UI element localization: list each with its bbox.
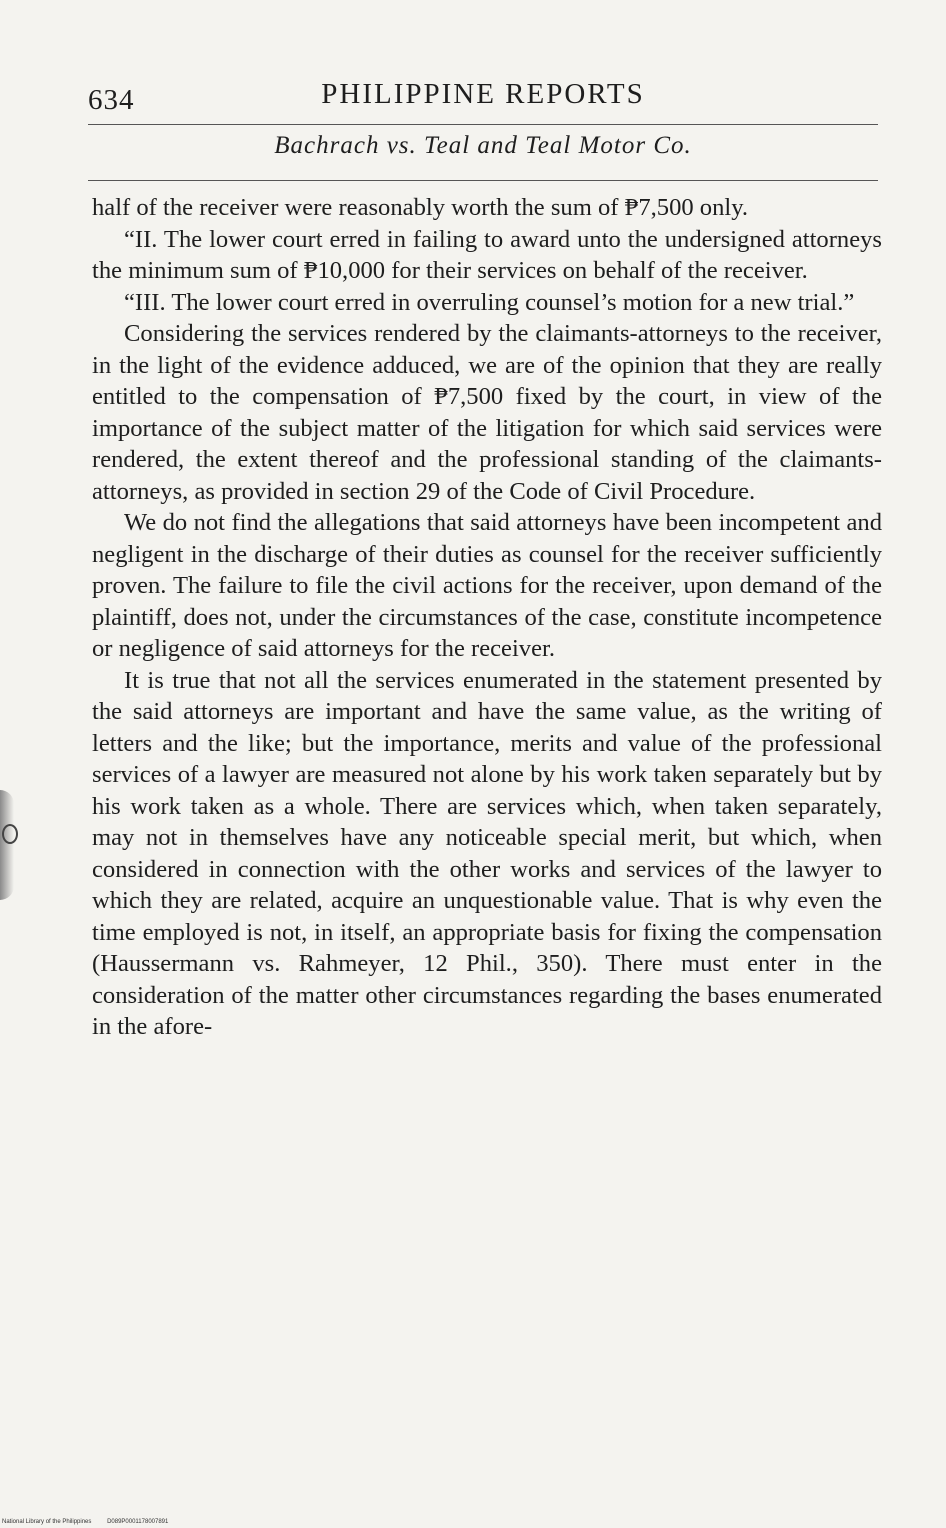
header-rule-bottom <box>88 180 878 181</box>
page-number: 634 <box>88 84 135 116</box>
case-title: Bachrach vs. Teal and Teal Motor Co. <box>274 132 692 159</box>
body-text <box>92 192 882 1043</box>
paragraph-error-ii: “II. The lower court erred in failing to award unto the undersigned attorneys the minimum sum of ₱10,000 for their services on behalf of the receiver. <box>92 225 882 284</box>
page-header <box>88 74 878 114</box>
paragraph-continuation: half of the receiver were reasonably worth the sum of ₱7,500 only. <box>92 194 749 221</box>
running-title: PHILIPPINE REPORTS <box>321 78 645 110</box>
footer-library: National Library of the Philippines <box>2 1519 92 1525</box>
page-edge-shadow <box>0 790 14 900</box>
paragraph-services: It is true that not all the services enumerated in the statement presented by the said attorneys are important and have the same value, as the writing of letters and the like; but the importance, merits and value of the professional services of a lawyer are measured not alone by his work taken separately but by his work taken as a whole. There are services which, when taken separately, may not in themselves have any noticeable special merit, but which, when considered in connection with the other works and services of the lawyer to which they are related, acquire an unquestionable value. That is why even the time employed is not, in itself, an appropriate basis for fixing the compensation (Haussermann vs. Rahmeyer, 12 Phil., 350). There must enter in the consideration of the matter other circumstances regarding the bases enumerated in the afore- <box>92 666 882 1040</box>
scan-footer <box>2 1519 182 1525</box>
footer-code: D089P0001178007891 <box>107 1519 169 1525</box>
paragraph-error-iii: “III. The lower court erred in overruling counsel’s motion for a new trial.” <box>124 288 855 316</box>
binding-hole-mark <box>2 824 18 844</box>
paragraph-allegations: We do not find the allegations that said attorneys have been incompetent and negligent in the discharge of their duties as counsel for the receiver sufficiently proven. The failure to file the civil actions for the receiver, upon demand of the plaintiff, does not, under the circumstances of the case, constitute incompetence or negligence of said attorneys for the receiver. <box>92 509 882 662</box>
paragraph-considering: Considering the services rendered by the claimants-attorneys to the receiver, in the light of the evidence adduced, we are of the opinion that they are really entitled to the compensation of ₱7,500 fixed by the court, in view of the importance of the subject matter of the litigation for which said services were rendered, the extent thereof and the professional standing of the claimants-attorneys, as provided in section 29 of the Code of Civil Procedure. <box>92 320 882 505</box>
header-rule-top <box>88 124 878 125</box>
